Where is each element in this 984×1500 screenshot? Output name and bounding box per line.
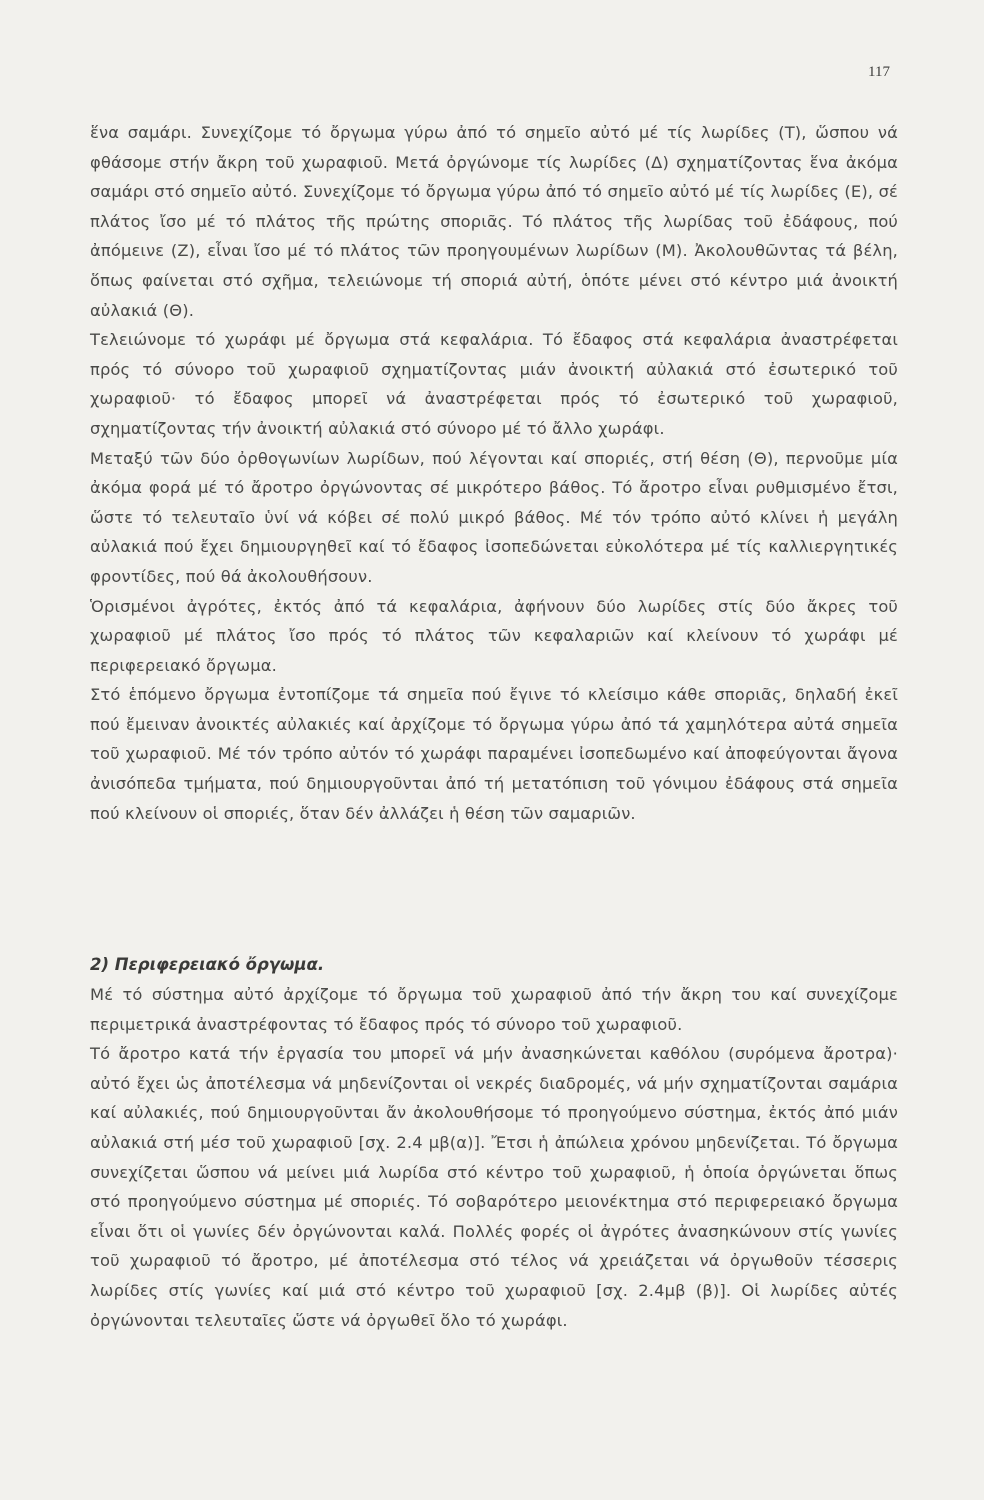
paragraph: Τό ἄροτρο κατά τήν ἐργασία του μπορεῖ νά μήν ἀνασηκώνεται καθόλου (συρόμενα ἄροτρα)· αὐτό ἔχει ὡς ἀποτέλεσμα νά μηδενίζονται οἱ νεκρές διαδρομές, νά μήν σχηματίζονται σαμάρια καί αὐλακιές, πού δημιουργοῦνται ἄν ἀκολουθήσομε τό προηγούμενο σύστημα, ἐκτός ἀπό μιάν αὐλακιά στή μέσ τοῦ χωραφιοῦ [σχ. 2.4 μβ(α)]. Ἔτσι ἡ ἀπώλεια χρόνου μηδενίζεται. Τό ὄργωμα συνεχίζεται ὥσπου νά μείνει μιά λωρίδα στό κέντρο τοῦ χωραφιοῦ, ἡ ὁποία ὀργώνεται ὅπως στό προηγούμενο σύστημα μέ σποριές. Τό σοβαρότερο μειονέκτημα στό περιφερειακό ὄργωμα εἶναι ὅτι οἱ γωνίες δέν ὀργώνονται καλά. Πολλές φορές οἱ ἀγρότες ἀνασηκώνουν στίς γωνίες τοῦ χωραφιοῦ τό ἄροτρο, μέ ἀποτέλεσμα στό τέλος νά χρειάζεται νά ὀργωθοῦν τέσσερις λωρίδες στίς γωνίες καί μιά στό κέντρο τοῦ χωραφιοῦ [σχ. 2.4μβ (β)]. Οἱ λωρίδες αὐτές ὀργώνονται τελευταῖες ὥστε νά ὀργωθεῖ ὅλο τό χωράφι. xyxy=(90,1044,898,1330)
paragraph: Στό ἑπόμενο ὄργωμα ἐντοπίζομε τά σημεῖα πού ἔγινε τό κλείσιμο κάθε σποριᾶς, δηλαδή ἐκεῖ πού ἔμειναν ἀνοικτές αὐλακιές καί ἀρχίζομε τό ὄργωμα γύρω ἀπό τά χαμηλότερα αὐτά σημεῖα τοῦ χωραφιοῦ. Μέ τόν τρόπο αὐτόν τό χωράφι παραμένει ἰσοπεδωμένο καί ἀποφεύγονται ἄγονα ἀνισόπεδα τμήματα, πού δημιουργοῦνται ἀπό τή μετατόπιση τοῦ γόνιμου ἐδάφους στά σημεῖα πού κλείνουν οἱ σποριές, ὅταν δέν ἀλλάζει ἡ θέση τῶν σαμαριῶν. xyxy=(90,685,898,823)
paragraph: ἕνα σαμάρι. Συνεχίζομε τό ὄργωμα γύρω ἀπό τό σημεῖο αὐτό μέ τίς λωρίδες (Τ), ὥσπου νά φθάσομε στήν ἄκρη τοῦ χωραφιοῦ. Μετά ὀργώνομε τίς λωρίδες (Δ) σχηματίζοντας ἕνα ἀκόμα σαμάρι στό σημεῖο αὐτό. Συνεχίζομε τό ὄργωμα γύρω ἀπό τό σημεῖο αὐτό μέ τίς λωρίδες (Ε), σέ πλάτος ἴσο μέ τό πλάτος τῆς πρώτης σποριᾶς. Τό πλάτος τῆς λωρίδας τοῦ ἐδάφους, πού ἀπόμεινε (Ζ), εἶναι ἴσο μέ τό πλάτος τῶν προηγουμένων λωρίδων (Μ). Ἀκολουθῶντας τά βέλη, ὅπως φαίνεται στό σχῆμα, τελειώνομε τή σποριά αὐτή, ὁπότε μένει στό κέντρο μιά ἀνοικτή αὐλακιά (Θ). xyxy=(90,123,898,320)
paragraph: Τελειώνομε τό χωράφι μέ ὄργωμα στά κεφαλάρια. Τό ἔδαφος στά κεφαλάρια ἀναστρέφεται πρός τό σύνορο τοῦ χωραφιοῦ σχηματίζοντας μιάν ἀνοικτή αὐλακιά στό ἐσωτερικό τοῦ χωραφιοῦ· τό ἔδαφος μπορεῖ νά ἀναστρέφεται πρός τό ἐσωτερικό τοῦ χωραφιοῦ, σχηματίζοντας τήν ἀνοικτή αὐλακιά στό σύνορο μέ τό ἄλλο χωράφι. xyxy=(90,330,898,438)
page-number: 117 xyxy=(868,64,890,80)
section-heading: 2) Περιφερειακό ὄργωμα. xyxy=(90,955,325,974)
paragraph: Μεταξύ τῶν δύο ὀρθογωνίων λωρίδων, πού λέγονται καί σποριές, στή θέση (Θ), περνοῦμε μία ἀκόμα φορά μέ τό ἄροτρο ὀργώνοντας σέ μικρότερο βάθος. Τό ἄροτρο εἶναι ρυθμισμένο ἔτσι, ὥστε τό τελευταῖο ὑνί νά κόβει σέ πολύ μικρό βάθος. Μέ τόν τρόπο αὐτό κλίνει ἡ μεγάλη αὐλακιά πού ἔχει δημιουργηθεῖ καί τό ἔδαφος ἰσοπεδώνεται εὐκολότερα μέ τίς καλλιεργητικές φροντίδες, πού θά ἀκολουθήσουν. xyxy=(90,448,898,586)
body-text xyxy=(90,118,898,828)
paragraph: Ὁρισμένοι ἀγρότες, ἐκτός ἀπό τά κεφαλάρια, ἀφήνουν δύο λωρίδες στίς δύο ἄκρες τοῦ χωραφιοῦ μέ πλάτος ἴσο πρός τό πλάτος τῶν κεφαλαριῶν καί κλείνουν τό χωράφι μέ περιφερειακό ὄργωμα. xyxy=(90,596,898,675)
section-body xyxy=(90,980,898,1335)
paragraph: Μέ τό σύστημα αὐτό ἀρχίζομε τό ὄργωμα τοῦ χωραφιοῦ ἀπό τήν ἄκρη του καί συνεχίζομε περιμετρικά ἀναστρέφοντας τό ἔδαφος πρός τό σύνορο τοῦ χωραφιοῦ. xyxy=(90,985,898,1034)
